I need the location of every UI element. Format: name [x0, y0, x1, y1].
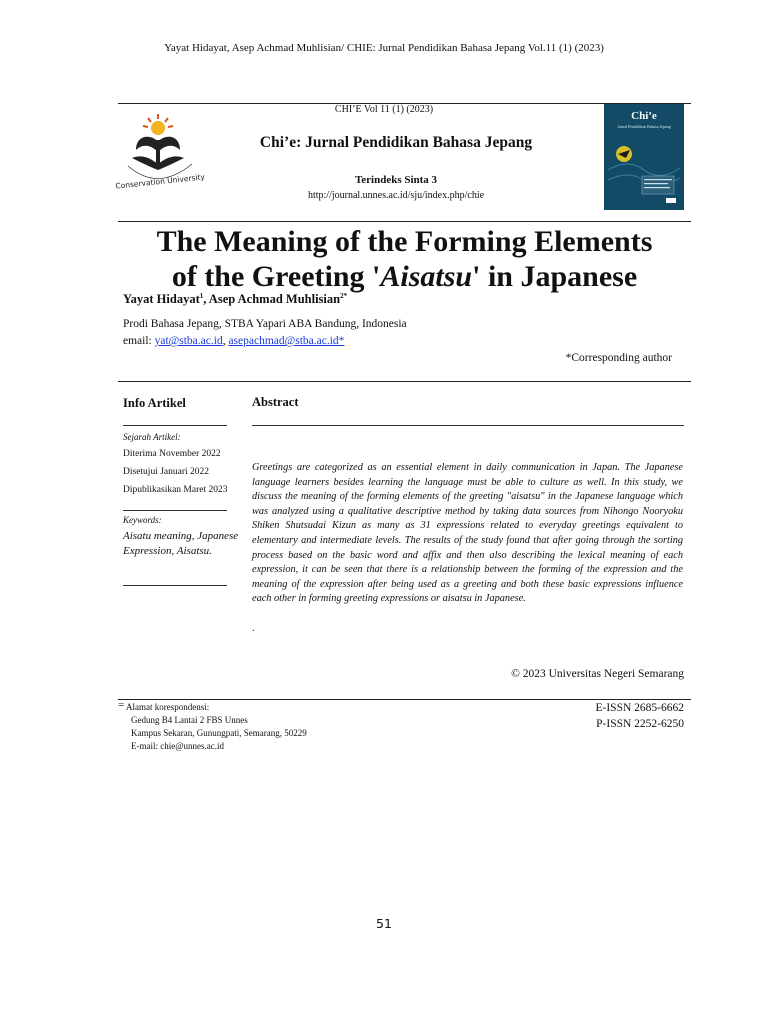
correspondence-line: E-mail: chie@unnes.ac.id [131, 741, 225, 751]
cover-title: Chi’e [631, 110, 657, 122]
logo-text: Conservation University [115, 172, 206, 191]
article-title-line-1: The Meaning of the Forming Elements [156, 225, 653, 258]
copyright-notice: © 2023 Universitas Negeri Semarang [511, 668, 684, 680]
email-label: email: [123, 335, 155, 347]
accepted-date: Disetujui Januari 2022 [123, 467, 210, 477]
email-link[interactable]: yat@stba.ac.id [154, 335, 223, 347]
issue-label: CHI’E Vol 11 (1) (2023) [334, 104, 434, 115]
article-title-line-2 [118, 259, 691, 294]
cover-subtitle: Jurnal Pendidikan Bahasa Jepang [617, 124, 671, 129]
affiliation: Prodi Bahasa Jepang, STBA Yapari ABA Bandung, Indonesia [123, 318, 407, 330]
published-date: Dipublikasikan Maret 2023 [123, 485, 228, 495]
conservation-university-logo [115, 110, 206, 191]
title-text: of the Greeting ' [171, 260, 381, 293]
title-text: ' in Japanese [472, 260, 638, 293]
affiliation-marker: 2* [340, 292, 348, 300]
received-date: Diterima November 2022 [123, 449, 221, 459]
correspondence-line: Alamat korespondensi: [126, 702, 210, 712]
correspondence-marker: = [118, 699, 125, 711]
abstract-heading: Abstract [252, 395, 299, 409]
correspondence-line: Kampus Sekaran, Gunungpati, Semarang, 50229 [131, 728, 307, 738]
author-name: Yayat Hidayat [123, 292, 200, 307]
e-issn: E-ISSN 2685-6662 [595, 702, 684, 714]
keywords-label: Keywords: [123, 515, 162, 525]
history-label: Sejarah Artikel: [123, 432, 181, 442]
info-divider [123, 510, 227, 511]
journal-url[interactable]: http://journal.unnes.ac.id/sju/index.php/chie [307, 190, 485, 201]
running-header: Yayat Hidayat, Asep Achmad Muhlisian/ CHIE: Jurnal Pendidikan Bahasa Jepang Vol.11 (1) (2023) [164, 42, 604, 54]
p-issn: P-ISSN 2252-6250 [596, 718, 684, 730]
keywords: Aisatu meaning, Japanese Expression, Aisatsu. [123, 530, 239, 557]
info-heading: Info Artikel [123, 396, 186, 410]
email-separator: , [222, 335, 229, 347]
abstract-underline [252, 425, 684, 426]
abstract-trailing-mark: . [252, 623, 255, 634]
indexing-label: Terindeks Sinta 3 [354, 174, 438, 186]
cover-artwork [608, 134, 680, 206]
email-line [123, 335, 344, 347]
page-number: 51 [376, 916, 392, 931]
correspondence-line: Gedung B4 Lantai 2 FBS Unnes [131, 715, 248, 725]
keywords-underline [123, 585, 227, 586]
masthead-bottom-rule [118, 221, 691, 222]
journal-cover-thumbnail [604, 104, 684, 210]
abstract-text: Greetings are categorized as an essential element in daily communication in Japan. The Japanese language learners besides learning the language must be able to culture as well. In this study, we discuss the meaning of the forming elements of the greeting "aisatsu" in the Japanese language which was analyzed using a qualitative descriptive method by taking data sources from Nihongo Nooryoku Shiken Shutsudai Kizun as many as 31 expressions related to everyday greetings equivalent to elementary and intermediate levels. The results of the study found that after going through the sorting process based on the basic word and affix and then also describing the lexical meaning of each expression, it can be seen that there is a relationship between the forming of the expression and the meaning of the expression after being used as a greeting and both these basic expressions influence each other in forming greeting expressions or aisatsu in Japanese. [252, 462, 683, 605]
journal-title: Chi’e: Jurnal Pendidikan Bahasa Jepang [259, 134, 533, 151]
author-name: , Asep Achmad Muhlisian [203, 292, 341, 307]
issn-block [0, 700, 684, 732]
article-title [118, 224, 691, 294]
title-italic-term: Aisatsu [380, 260, 473, 293]
corresponding-author-note: *Corresponding author [565, 352, 672, 364]
section-rule [118, 381, 691, 382]
sun-icon [143, 114, 173, 135]
author-line [123, 292, 347, 307]
affiliation-marker: 1 [199, 292, 204, 300]
info-underline [123, 425, 227, 426]
email-link[interactable]: asepachmad@stba.ac.id* [228, 335, 345, 347]
